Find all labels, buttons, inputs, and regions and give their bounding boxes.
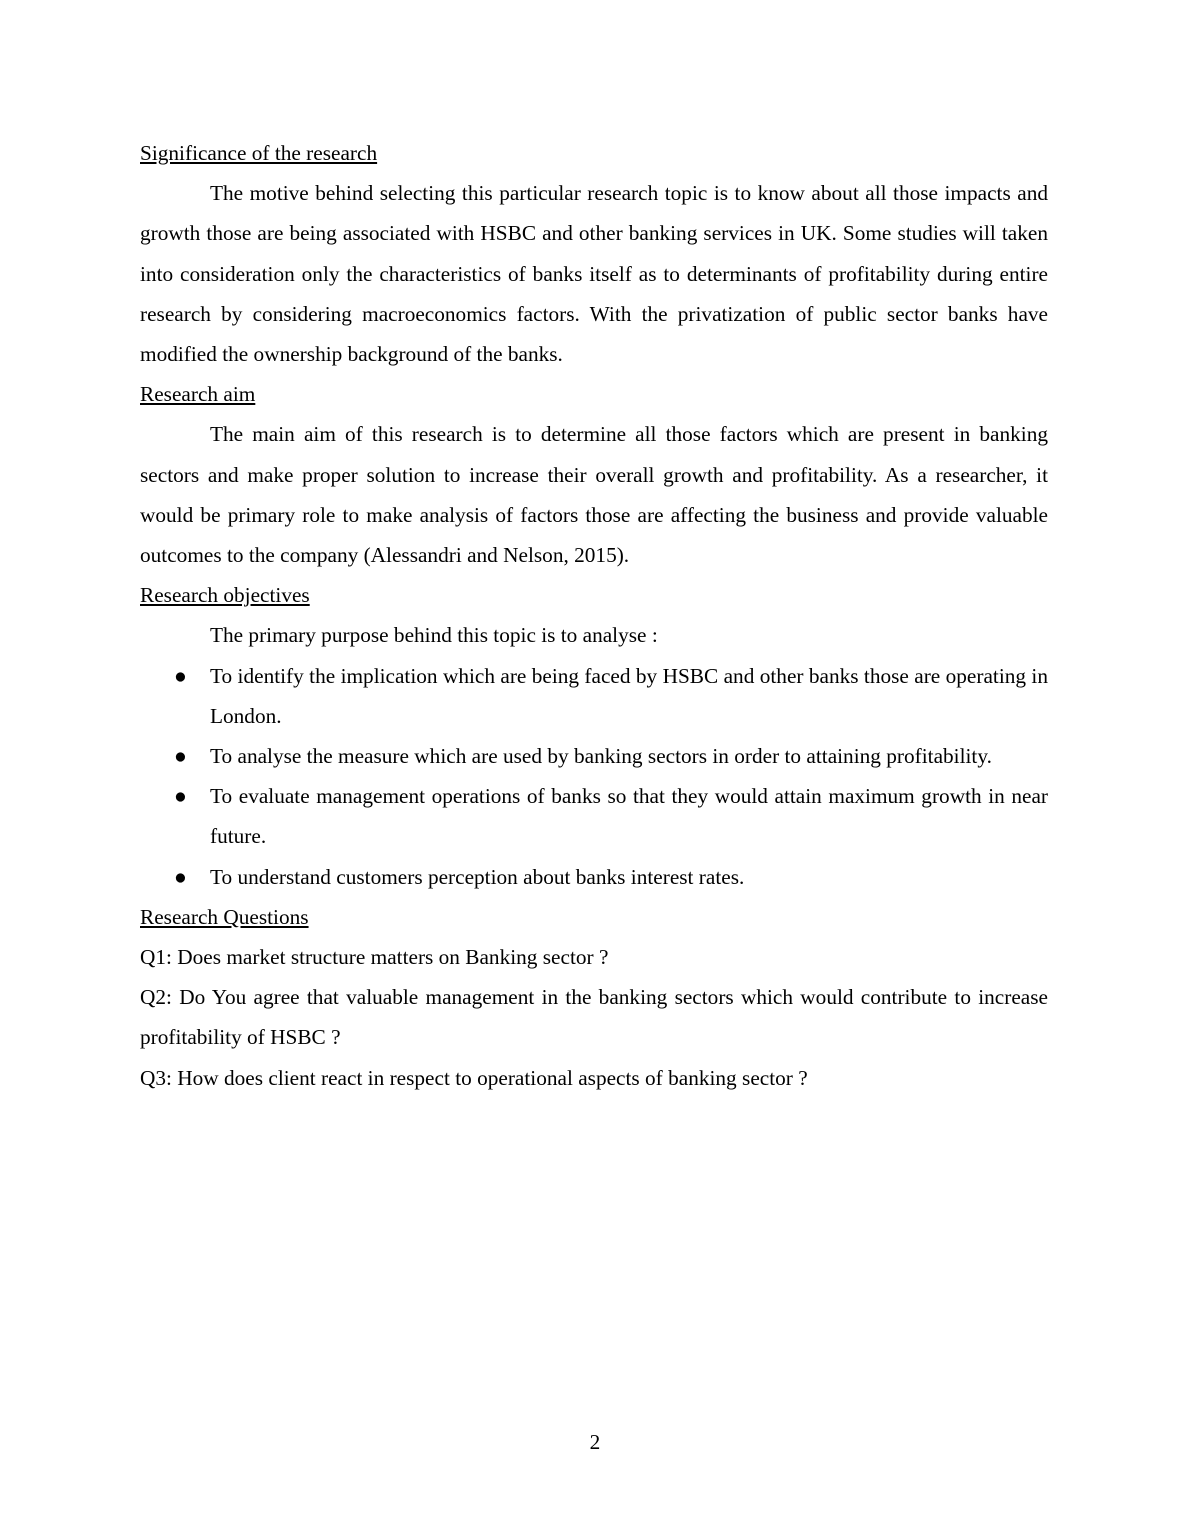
page-number: 2 [589, 1430, 601, 1454]
significance-paragraph: The motive behind selecting this particular research topic is to know about all those impacts and growth those are being associated with HSBC and other banking services in UK. Some studies will taken into consideration only the characteristics of banks itself as to determinants of profitability during entire research by considering macroeconomics factors. With the privatization of public sector banks have modified the ownership background of the banks. [140, 181, 1048, 367]
list-item: ● To evaluate management operations of banks so that they would attain maximum growth in near future. [140, 776, 1048, 856]
bullet-icon: ● [174, 864, 187, 889]
question-1: Q1: Does market structure matters on Banking sector ? [140, 945, 609, 970]
objectives-intro: The primary purpose behind this topic is to analyse : [210, 623, 658, 648]
bullet-icon: ● [174, 784, 187, 809]
section-heading-significance: Significance of the research [140, 141, 378, 165]
bullet-icon: ● [174, 744, 187, 769]
section-heading-questions: Research Questions [140, 904, 309, 929]
section-heading-aim: Research aim [140, 382, 256, 407]
document-body [140, 133, 1048, 1098]
list-item: ● To identify the implication which are being faced by HSBC and other banks those are operating in London. [140, 656, 1048, 736]
bullet-icon: ● [174, 663, 187, 688]
section-heading-objectives: Research objectives [140, 583, 310, 608]
objectives-list [140, 656, 1048, 897]
question-2: Q2: Do You agree that valuable management in the banking sectors which would contribute to increase profitability of HSBC ? [140, 985, 1048, 1050]
aim-paragraph: The main aim of this research is to determine all those factors which are present in banking sectors and make proper solution to increase their overall growth and profitability. As a researcher, it would be primary role to make analysis of factors those are affecting the business and provide valuable outcomes to the company (Alessandri and Nelson, 2015). [140, 422, 1048, 568]
list-item: ● To understand customers perception about banks interest rates. [140, 857, 1048, 897]
list-item: ● To analyse the measure which are used by banking sectors in order to attaining profitability. [140, 736, 1048, 776]
question-3: Q3: How does client react in respect to operational aspects of banking sector ? [140, 1065, 808, 1090]
